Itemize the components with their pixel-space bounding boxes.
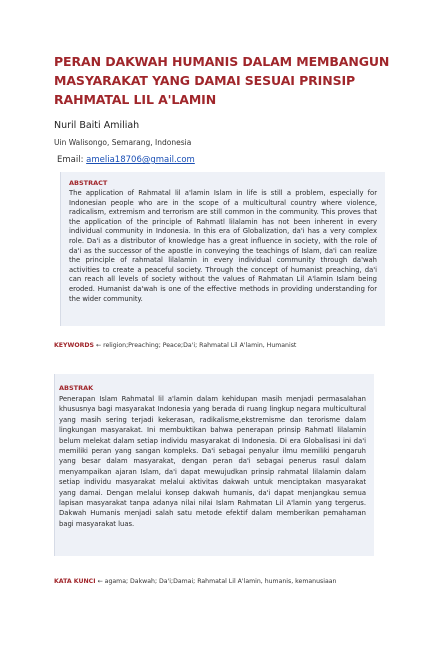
paper-title: PERAN DAKWAH HUMANIS DALAM MEMBANGUN MASYARAKAT YANG DAMAI SESUAI PRINSIP RAHMATAL LIL A'LAMIN xyxy=(54,54,390,107)
abstrak-heading: ABSTRAK xyxy=(59,384,94,392)
author-name: Nuril Baiti Amiliah xyxy=(54,120,140,131)
abstract-indonesian-box xyxy=(54,374,374,556)
abstract-heading: ABSTRACT xyxy=(69,179,108,187)
author-email xyxy=(57,155,195,165)
keywords-english xyxy=(54,342,394,349)
keywords-arrow-icon: ← xyxy=(95,342,102,349)
kata-kunci-arrow-icon: ← xyxy=(97,578,103,585)
email-link[interactable]: amelia18706@gmail.com xyxy=(86,155,195,165)
abstract-english-box xyxy=(60,172,385,326)
keywords-label: KEYWORDS xyxy=(54,342,94,349)
abstrak-text: Penerapan Islam Rahmatal lil a'lamin dalam kehidupan masih menjadi permasalahan khususnya bagi masyarakat Indonesia yang berada di ruang lingkup negara multicultural yang masih sering terjadi kekerasan, radikalisme,ekstremisme dan terorisme dalam lingkungan masyarakat. Ini membuktikan bahwa penerapan prinsip Rahmatl lilalamin belum melekat dalam setiap individu masyarakat di Indonesia. Di era Globalisasi ini da'i memiliki peran yang sangan kompleks. Da'i sebagai penyalur ilmu memiliki pengaruh yang besar dalam masyarakat, dengan peran da'i sebagai penerus rasul dalam menyampaikan ajaran Islam, da'i dapat mewujudkan prinsip rahmatal lilalamin dalam setiap individu masyarakat melalui aktivitas dakwah untuk menciptakan masyarakat yang damai. Dengan melalui konsep dakwah humanis, da'i dapat menjangkau semua lapisan masyarakat tanpa adanya nilai nilai Islam Rahmatan Lil A'lamin yang tergerus. Dakwah Humanis menjadi salah satu metode efektif dalam memberikan pemahaman bagi masyarakat luas. xyxy=(59,395,366,528)
author-affiliation: Uin Walisongo, Semarang, Indonesia xyxy=(54,138,192,147)
kata-kunci-text: agama; Dakwah; Da'i;Damai; Rahmatal Lil A'lamin, humanis, kemanusiaan xyxy=(104,578,337,585)
keywords-text: religion;Preaching; Peace;Da'i; Rahmatal Lil A'lamin, Humanist xyxy=(103,342,297,349)
email-label: Email: xyxy=(57,155,84,165)
kata-kunci-label: KATA KUNCI xyxy=(54,578,96,585)
abstract-text: The application of Rahmatal lil a'lamin Islam in life is still a problem, especially for Indonesian people who are in the scope of a multicultural country where violence, radicalism, extremism and terrorism are still common in the community. This proves that the application of the principle of Rahmatl lilalamin has not been inherent in every individual community in Indonesia. In this era of Globalization, da'i has a very complex role. Da'i as a distributor of knowledge has a great influence in society, with the role of da'i as the successor of the apostle in conveying the teachings of Islam, da'i can realize the principle of rahmatal lilalamin in every individual community through da'wah activities to create a peaceful society. Through the concept of humanist preaching, da'i can reach all levels of society without the values of Rahmatan Lil A'lamin Islam being eroded. Humanist da'wah is one of the effective methods in providing understanding for the wider community. xyxy=(69,189,377,303)
keywords-indonesian xyxy=(54,578,394,585)
